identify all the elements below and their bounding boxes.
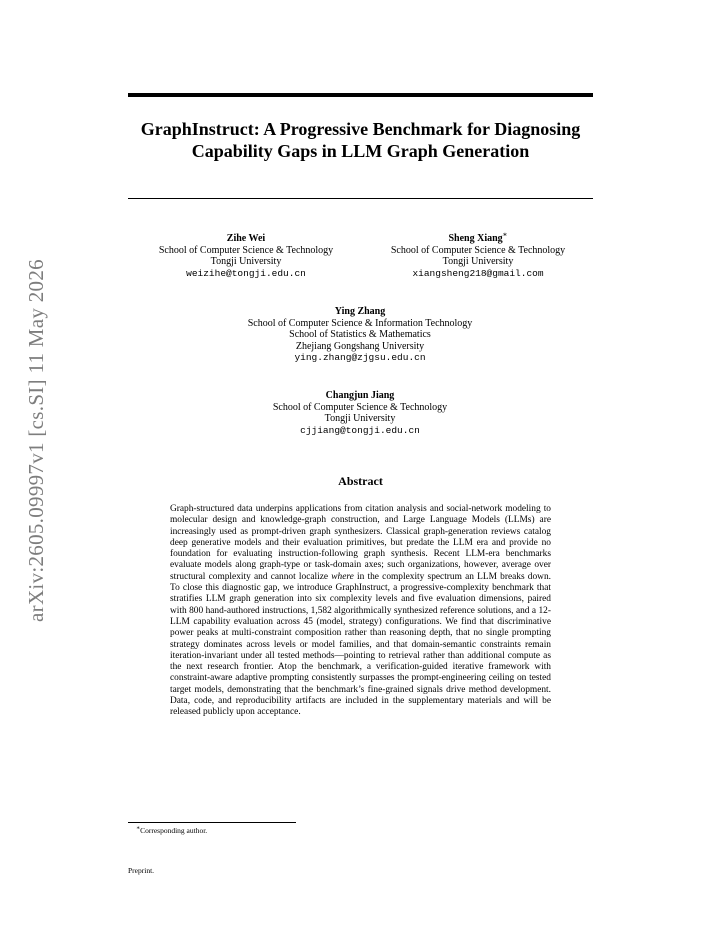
title-bottom-rule — [128, 198, 593, 199]
title-top-rule — [128, 93, 593, 97]
author-name-line — [362, 230, 594, 245]
footnote-text: Corresponding author. — [140, 826, 208, 835]
abstract-emphasis: where — [331, 571, 354, 582]
preprint-label: Preprint. — [128, 866, 155, 875]
author-affiliation: Tongji University — [210, 256, 282, 267]
author-block — [160, 390, 560, 436]
arxiv-identifier-stamp — [14, 260, 58, 620]
author-affiliation: School of Computer Science & Technology — [390, 244, 566, 256]
author-block — [160, 306, 560, 364]
footnote-rule — [128, 822, 296, 823]
author-email[interactable]: xiangsheng218@gmail.com — [412, 267, 544, 279]
abstract-text: Graph-structured data underpins applications from citation analysis and social-network modeling to molecular design and knowledge-graph construction, and Large Language Models (LLMs) are increasingly used as prompt-driven graph synthesizers. Classical graph-generation reviews catalog deep generative models and their evaluation primitives, but predate the LLM era and provide no foundation for evaluating instruction-following graph synthesis. Recent LLM-era benchmarks evaluate models along graph-type or task-domain axes; such organizations, however, average over structural complexity and cannot localize — [170, 504, 551, 582]
author-email[interactable]: ying.zhang@zjgsu.edu.cn — [294, 352, 426, 363]
author-block — [362, 230, 594, 279]
author-affiliation: Tongji University — [442, 256, 514, 267]
author-email[interactable]: weizihe@tongji.edu.cn — [186, 267, 306, 279]
author-name: Changjun Jiang — [325, 390, 395, 401]
author-name: Ying Zhang — [334, 306, 386, 317]
abstract-heading: Abstract — [338, 474, 383, 488]
author-email[interactable]: cjjiang@tongji.edu.cn — [300, 424, 420, 436]
author-block — [130, 233, 362, 279]
author-affiliation: School of Computer Science & Information Technology — [247, 317, 473, 329]
author-affiliation: Zhejiang Gongshang University — [295, 340, 425, 352]
arxiv-identifier-text: arXiv:2605.09997v1 [cs.SI] 11 May 2026 — [23, 258, 48, 622]
abstract-body — [170, 504, 551, 719]
author-affiliation: Tongji University — [324, 413, 396, 424]
author-name: Zihe Wei — [226, 233, 266, 244]
author-affiliation: School of Statistics & Mathematics — [289, 329, 431, 340]
author-affiliation: School of Computer Science & Technology — [272, 401, 448, 413]
abstract-text: in the complexity spectrum an LLM breaks down. To close this diagnostic gap, we introduce GraphInstruct, a progressive-complexity benchmark that stratifies LLM graph generation into six complexity levels and five evaluation dimensions, paired with 800 hand-authored instructions, 1,582 algorithmically synthesized reference solutions, and a 12-LLM capability evaluation across 45 (model, strategy) configurations. We find that discriminative power peaks at multi-constraint composition rather than reasoning depth, that no single prompting strategy dominates across levels or model families, and that domain-semantic constraints remain iteration-invariant under all tested methods—pointing to retrieval rather than additional compute as the next research frontier. Atop the benchmark, a verification-guided iterative framework with constraint-aware adaptive prompting consistently surpasses the prompt-engineering ceiling on tested target models, demonstrating that the benchmark’s fine-grained signals drive method development. Data, code, and reproducibility artifacts are included in the supplementary materials and will be released publicly upon acceptance. — [170, 571, 551, 718]
author-name: Sheng Xiang — [448, 233, 503, 244]
paper-title: GraphInstruct: A Progressive Benchmark for Diagnosing Capability Gaps in LLM Graph Generation — [140, 119, 581, 161]
footnote-marker: ∗ — [136, 825, 141, 832]
corresponding-author-marker: ∗ — [502, 230, 508, 239]
footnote — [136, 826, 207, 835]
author-affiliation: School of Computer Science & Technology — [158, 244, 334, 256]
